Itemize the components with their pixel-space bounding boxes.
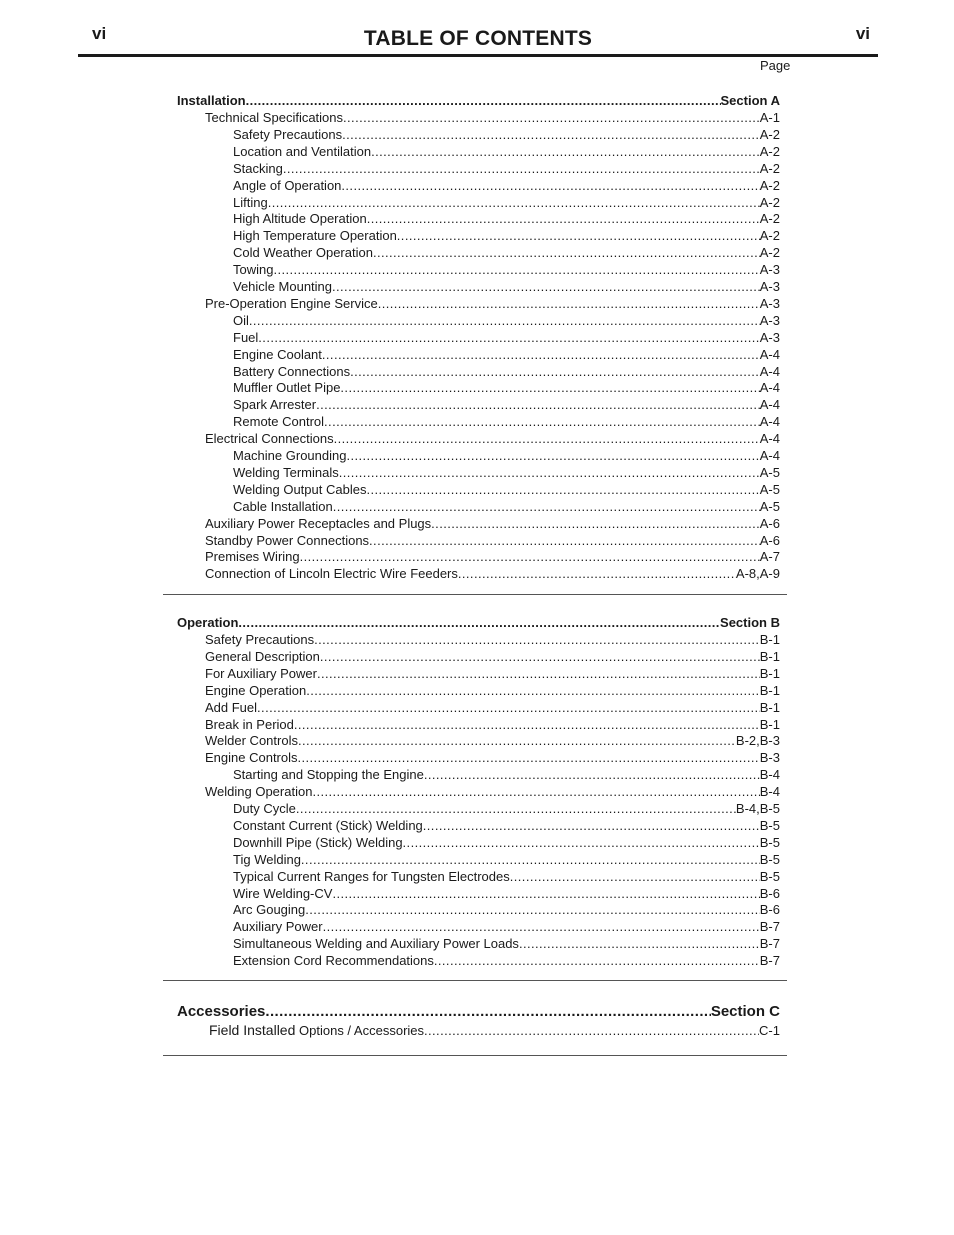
toc-entry-page: B-1 — [759, 682, 780, 698]
toc-entry[interactable] — [205, 631, 780, 648]
toc-entry-page: B-4 — [759, 767, 780, 783]
toc-heading-page: Section A — [720, 93, 780, 108]
toc-entry[interactable] — [205, 682, 780, 699]
toc-entry[interactable] — [233, 885, 780, 902]
toc-entry-label: Constant Current (Stick) Welding — [233, 817, 423, 833]
toc-entry-page: B-5 — [759, 817, 780, 833]
dot-leader — [333, 498, 760, 515]
toc-entry-page: A-2 — [759, 177, 780, 193]
toc-entry[interactable] — [233, 447, 780, 464]
toc-entry[interactable] — [233, 766, 780, 783]
toc-entry[interactable] — [205, 665, 780, 682]
toc-entry-label: Muffler Outlet Pipe — [233, 380, 341, 396]
toc-entry-page: A-3 — [759, 329, 780, 345]
toc-entry-page: B-1 — [759, 632, 780, 647]
toc-entry[interactable] — [233, 498, 780, 515]
toc-entry-page: A-4 — [759, 346, 780, 362]
toc-entry[interactable] — [205, 716, 780, 733]
toc-entry-label — [209, 1022, 424, 1039]
toc-entry-page: A-2 — [759, 160, 780, 176]
toc-entry-label: Cold Weather Operation — [233, 245, 373, 261]
toc-heading-label: Installation — [177, 93, 246, 108]
dot-leader — [300, 548, 760, 565]
dot-leader — [343, 109, 760, 126]
dot-leader — [346, 447, 759, 464]
dot-leader — [249, 312, 760, 329]
dot-leader — [298, 749, 760, 766]
dot-leader — [305, 901, 760, 918]
toc-entry-page: B-1 — [759, 665, 780, 681]
toc-entry[interactable] — [233, 346, 780, 363]
toc-entry-label: Pre-Operation Engine Service — [205, 295, 378, 311]
dot-leader — [323, 918, 760, 935]
page-number-right: vi — [855, 24, 870, 43]
dot-leader — [424, 766, 760, 783]
toc-section-heading[interactable] — [177, 614, 780, 631]
dot-leader — [316, 396, 760, 413]
toc-entry-label: Stacking — [233, 160, 283, 176]
dot-leader — [320, 648, 760, 665]
toc-entry-label: Electrical Connections — [205, 431, 334, 447]
toc-entry-label: Arc Gouging — [233, 902, 306, 918]
section-divider — [163, 594, 787, 595]
dot-leader — [519, 935, 760, 952]
toc-entry-page: A-2 — [759, 143, 780, 159]
toc-entry-label: Engine Operation — [205, 682, 307, 698]
dot-leader — [332, 278, 760, 295]
toc-entry-label: Towing — [233, 262, 274, 278]
toc-entry-page: A-2 — [759, 211, 780, 227]
toc-entry[interactable] — [209, 1022, 780, 1039]
dot-leader — [317, 665, 760, 682]
toc-entry[interactable] — [233, 868, 780, 885]
dot-leader — [423, 817, 760, 834]
toc-entry-page: A-4 — [759, 414, 780, 430]
dot-leader — [257, 699, 760, 716]
dot-leader — [301, 851, 760, 868]
toc-entry-label: Downhill Pipe (Stick) Welding — [233, 834, 403, 850]
toc-entry-page: A-4 — [759, 431, 780, 447]
toc-entry-label: Spark Arrester — [233, 397, 317, 413]
toc-entry[interactable] — [233, 481, 780, 498]
toc-entry[interactable] — [205, 295, 780, 312]
dot-leader — [322, 346, 760, 363]
dot-leader — [332, 885, 759, 902]
dot-leader — [350, 363, 760, 380]
toc-entry-page: A-1 — [759, 110, 780, 125]
toc-entry[interactable] — [233, 817, 780, 834]
toc-entry[interactable] — [205, 109, 780, 126]
toc-entry[interactable] — [205, 749, 780, 766]
page-title: TABLE OF CONTENTS — [363, 27, 593, 50]
toc-heading-page: Section B — [720, 615, 780, 630]
dot-leader — [268, 194, 760, 211]
toc-entry-label: High Temperature Operation — [233, 228, 397, 244]
toc-entry-label: Remote Control — [233, 414, 325, 430]
toc-entry-label: Engine Controls — [205, 750, 298, 766]
toc-entry-label: Extension Cord Recommendations — [233, 953, 434, 969]
toc-entry[interactable] — [205, 532, 780, 549]
toc-entry[interactable] — [205, 648, 780, 665]
dot-leader — [424, 1022, 759, 1039]
dot-leader — [238, 614, 720, 631]
dot-leader — [403, 834, 760, 851]
toc-entry-page: A-8,A-9 — [735, 566, 780, 582]
toc-entry-page: A-4 — [759, 380, 780, 396]
toc-entry-page: A-3 — [759, 262, 780, 278]
toc-entry-label: Angle of Operation — [233, 177, 342, 193]
toc-entry[interactable] — [205, 515, 780, 532]
toc-entry[interactable] — [233, 278, 780, 295]
toc-entry[interactable] — [233, 901, 780, 918]
toc-entry[interactable] — [233, 464, 780, 481]
toc-entry-label: Welding Terminals — [233, 464, 339, 480]
toc-entry[interactable] — [233, 952, 780, 969]
toc-entry-page: A-5 — [759, 464, 780, 480]
toc-entry-page: A-3 — [759, 312, 780, 328]
toc-entry-page: A-4 — [759, 363, 780, 379]
toc-entry[interactable] — [233, 177, 780, 194]
toc-entry[interactable] — [233, 126, 780, 143]
dot-leader — [373, 244, 760, 261]
dot-leader — [273, 261, 759, 278]
toc-entry-page: A-6 — [759, 515, 780, 531]
toc-entry-label: Vehicle Mounting — [233, 279, 333, 294]
toc-entry-page: B-7 — [759, 953, 780, 969]
dot-leader — [265, 1002, 710, 1022]
dot-leader — [397, 227, 760, 244]
dot-leader — [246, 92, 721, 109]
toc-entry-label: Duty Cycle — [233, 801, 296, 816]
dot-leader — [294, 716, 760, 733]
toc-entry[interactable] — [233, 244, 780, 261]
toc-section-heading[interactable] — [177, 92, 780, 109]
toc-entry[interactable] — [233, 800, 780, 817]
toc-entry-page: A-7 — [759, 549, 780, 565]
toc-entry-label: Welding Output Cables — [233, 481, 367, 497]
toc-entry-page: B-1 — [759, 648, 780, 664]
toc-entry-page: B-3 — [759, 750, 780, 766]
toc-entry[interactable] — [233, 160, 780, 177]
toc-entry-page: C-1 — [759, 1023, 780, 1038]
page-number-left: vi — [92, 24, 107, 43]
dot-leader — [324, 413, 760, 430]
toc-entry-label: Tig Welding — [233, 851, 301, 867]
toc-entry-label: Technical Specifications — [205, 110, 344, 125]
toc-entry[interactable] — [233, 834, 780, 851]
toc-entry[interactable] — [205, 732, 780, 749]
toc-entry-label: Typical Current Ranges for Tungsten Electrodes — [233, 868, 510, 884]
toc-entry-page: B-6 — [759, 885, 780, 901]
toc-entry[interactable] — [233, 918, 780, 935]
toc-entry-page: A-4 — [759, 397, 780, 413]
toc-entry-label: Engine Coolant — [233, 346, 322, 362]
section-divider — [163, 980, 787, 981]
toc-entry-page: B-5 — [759, 834, 780, 850]
toc-entry-page: A-2 — [759, 194, 780, 210]
toc-entry-page: B-5 — [759, 851, 780, 867]
toc-entry-label: High Altitude Operation — [233, 211, 367, 227]
toc-entry[interactable] — [205, 548, 780, 565]
toc-entry-label: Oil — [233, 312, 249, 328]
toc-entry-page: A-6 — [759, 532, 780, 548]
toc-entry-label: Machine Grounding — [233, 448, 347, 463]
toc-entry-label: Fuel — [233, 329, 259, 345]
toc-entry-page: A-2 — [759, 245, 780, 261]
toc-entry-page: B-7 — [759, 936, 780, 952]
toc-entry-page: A-2 — [759, 126, 780, 142]
toc-entry-page: B-1 — [759, 699, 780, 715]
toc-entry[interactable] — [205, 783, 780, 800]
toc-entry-label: Premises Wiring — [205, 549, 300, 565]
toc-section-heading[interactable] — [177, 1002, 780, 1022]
toc-entry-label: Auxiliary Power — [233, 919, 323, 935]
toc-entry[interactable] — [233, 363, 780, 380]
dot-leader — [434, 952, 760, 969]
dot-leader — [366, 481, 759, 498]
toc-entry-label: Simultaneous Welding and Auxiliary Power Loads — [233, 936, 519, 952]
toc-entry-page: A-2 — [759, 228, 780, 244]
dot-leader — [510, 868, 760, 885]
toc-entry-label: Add Fuel — [205, 699, 258, 715]
toc-entry[interactable] — [233, 396, 780, 413]
toc-entry-label: Welding Operation — [205, 784, 313, 800]
page-column-label: Page — [760, 58, 791, 73]
toc-heading-label: Operation — [177, 615, 239, 630]
toc-entry-label-part: Options / Accessories — [299, 1023, 425, 1038]
dot-leader — [371, 143, 760, 160]
dot-leader — [306, 682, 760, 699]
dot-leader — [431, 515, 760, 532]
toc-entry-label: Starting and Stopping the Engine — [233, 767, 424, 783]
toc-entry-page: B-4,B-5 — [735, 801, 780, 816]
dot-leader — [340, 379, 759, 396]
toc-entry-label: Cable Installation — [233, 498, 333, 514]
toc-entry-label: Connection of Lincoln Electric Wire Feeders — [205, 566, 458, 582]
dot-leader — [378, 295, 760, 312]
toc-entry-page: A-5 — [759, 498, 780, 514]
toc-entry-label: Safety Precautions — [233, 126, 343, 142]
toc-entry-page: B-5 — [759, 868, 780, 884]
toc-entry[interactable] — [233, 413, 780, 430]
toc-entry-label: General Description — [205, 648, 320, 664]
toc-entry-label: Break in Period — [205, 716, 294, 732]
toc-heading-page: Section C — [710, 1003, 780, 1020]
toc-entry-page: A-4 — [759, 448, 780, 463]
dot-leader — [283, 160, 760, 177]
toc-entry[interactable] — [233, 261, 780, 278]
toc-entry[interactable] — [233, 210, 780, 227]
toc-entry-label: Safety Precautions — [205, 632, 315, 647]
toc-entry[interactable] — [233, 379, 780, 396]
toc-heading-label: Accessories — [177, 1003, 266, 1020]
toc-entry[interactable] — [233, 935, 780, 952]
section-divider — [163, 1055, 787, 1056]
toc-entry-page: A-5 — [759, 481, 780, 497]
toc-entry[interactable] — [233, 143, 780, 160]
dot-leader — [312, 783, 759, 800]
toc-entry-label-part: Field Installed — [209, 1022, 296, 1038]
toc-entry-page: A-3 — [759, 295, 780, 311]
toc-entry-page: A-3 — [759, 279, 780, 294]
dot-leader — [367, 210, 760, 227]
toc-entry[interactable] — [233, 329, 780, 346]
dot-leader — [341, 177, 759, 194]
dot-leader — [314, 631, 760, 648]
toc-entry[interactable] — [205, 699, 780, 716]
page-header — [78, 22, 878, 57]
toc-entry-label: For Auxiliary Power — [205, 665, 317, 681]
toc-entry[interactable] — [233, 194, 780, 211]
toc-entry-page: B-1 — [759, 716, 780, 732]
toc-entry-page: B-7 — [759, 919, 780, 935]
toc-entry-page: B-2,B-3 — [735, 733, 780, 749]
toc-entry[interactable] — [205, 430, 780, 447]
dot-leader — [258, 329, 759, 346]
toc-entry-label: Auxiliary Power Receptacles and Plugs — [205, 515, 432, 531]
toc-entry-label: Standby Power Connections — [205, 532, 370, 548]
dot-leader — [296, 800, 736, 817]
toc-entry-label: Lifting — [233, 194, 268, 210]
dot-leader — [458, 565, 736, 582]
dot-leader — [342, 126, 760, 143]
dot-leader — [298, 732, 736, 749]
toc-entry-label: Location and Ventilation — [233, 143, 372, 159]
dot-leader — [334, 430, 760, 447]
toc-entry-page: B-4 — [759, 784, 780, 800]
toc-entry-label: Wire Welding-CV — [233, 885, 333, 901]
toc-entry-label: Welder Controls — [205, 733, 298, 749]
toc-entry[interactable] — [205, 565, 780, 582]
dot-leader — [369, 532, 760, 549]
toc-entry[interactable] — [233, 227, 780, 244]
toc-entry-page: B-6 — [759, 902, 780, 918]
dot-leader — [339, 464, 760, 481]
toc-entry[interactable] — [233, 851, 780, 868]
toc-entry[interactable] — [233, 312, 780, 329]
toc-entry-label: Battery Connections — [233, 363, 351, 379]
